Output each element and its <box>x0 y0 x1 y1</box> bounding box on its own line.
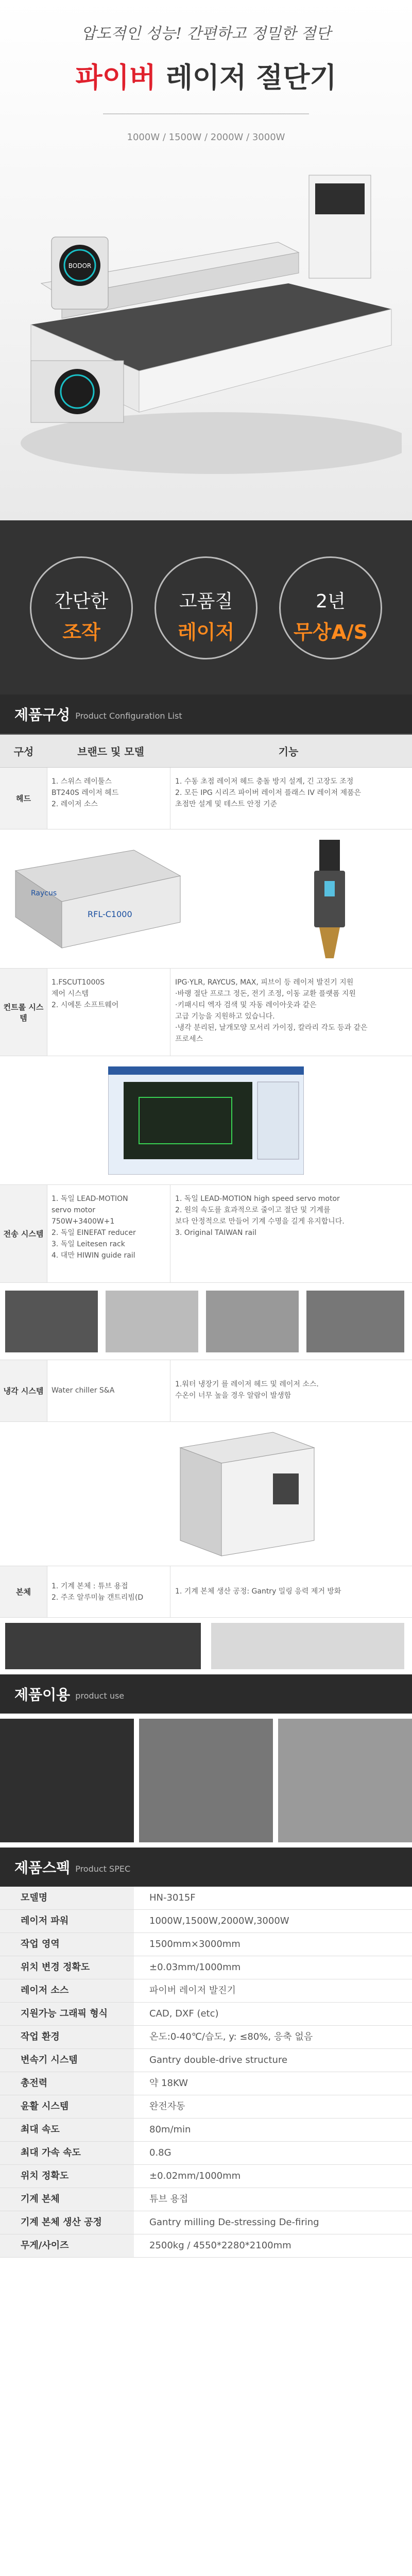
guide-rail-image <box>306 1291 404 1352</box>
spec-value: 1000W,1500W,2000W,3000W <box>149 1916 289 1926</box>
spec-key: 변속기 시스템 <box>0 2049 134 2072</box>
spec-row <box>0 2142 412 2165</box>
spec-key: 최대 가속 속도 <box>0 2142 134 2164</box>
row-label: 컨트롤 시스템 <box>0 969 47 1056</box>
config-section <box>0 694 412 1674</box>
use-image-1 <box>0 1719 134 1842</box>
row-brand: 1. 독일 LEAD-MOTION servo motor 750W+3400W+1 2. 독일 EINEFAT reducer 3. 독일 Leitesen rack 4. 대만 HIWIN guide rail <box>52 1195 136 1260</box>
use-header <box>0 1674 412 1714</box>
hero-powers: 1000W / 1500W / 2000W / 3000W <box>127 132 285 143</box>
row-label: 본체 <box>0 1566 47 1617</box>
spec-value: 1500mm×3000mm <box>149 1939 241 1950</box>
use-title: 제품이용 <box>14 1686 71 1703</box>
config-row-cooling <box>0 1360 412 1422</box>
config-body-images <box>0 1618 412 1674</box>
use-image-3 <box>278 1719 412 1842</box>
rack-image <box>106 1291 198 1352</box>
spec-value: 약 18KW <box>149 2078 188 2089</box>
row-brand: 1. 스위스 레이툴스 BT240S 레이저 헤드 2. 레이저 소스 <box>52 777 119 808</box>
row-label: 전송 시스템 <box>0 1185 47 1282</box>
spec-section <box>0 1848 412 2258</box>
row-label: 헤드 <box>0 768 47 829</box>
machine-body-image <box>5 1623 201 1669</box>
use-section <box>0 1674 412 1848</box>
spec-row <box>0 1979 412 2003</box>
hero-title-red: 파이버 <box>75 61 156 94</box>
spec-key: 지원가능 그래픽 형식 <box>0 2003 134 2025</box>
hero-tagline: 압도적인 성능! 간편하고 정밀한 절단 <box>81 25 331 43</box>
spec-key: 윤활 시스템 <box>0 2095 134 2118</box>
source-brand: Raycus <box>31 889 57 897</box>
spec-row <box>0 2003 412 2026</box>
config-row-control <box>0 969 412 1056</box>
config-chiller-image-row <box>0 1422 412 1566</box>
spec-value: 0.8G <box>149 2147 171 2158</box>
spec-value: CAD, DXF (etc) <box>149 2008 219 2019</box>
use-image-2 <box>139 1719 273 1842</box>
hero-section <box>0 0 412 520</box>
spec-row <box>0 1887 412 1910</box>
col-type: 구성 <box>13 745 34 758</box>
spec-row <box>0 2234 412 2258</box>
row-func: 1.워터 냉장기 를 레이저 헤드 및 레이저 소스. 수온이 너무 높을 경우 알람이 발생함 <box>175 1380 319 1400</box>
config-row-body <box>0 1566 412 1618</box>
spec-row <box>0 2026 412 2049</box>
spec-key: 모델명 <box>0 1887 134 1909</box>
spec-title: 제품스펙 <box>14 1859 71 1876</box>
spec-value: HN-3015F <box>149 1892 196 1903</box>
config-header <box>0 694 412 734</box>
config-images-head <box>0 829 412 969</box>
spec-row <box>0 2165 412 2188</box>
spec-value: Gantry double-drive structure <box>149 2055 288 2065</box>
feature-easy-operation <box>30 556 133 659</box>
hero-divider <box>103 113 309 114</box>
feature-line2: 조작 <box>62 621 100 643</box>
spec-subtitle: Product SPEC <box>75 1863 131 1874</box>
hero-title-rest: 레이저 절단기 <box>156 61 337 94</box>
spec-key: 위치 변경 정확도 <box>0 1956 134 1979</box>
row-label: 냉각 시스템 <box>0 1360 47 1421</box>
machine-logo: BODOR <box>68 262 92 269</box>
col-brand: 브랜드 및 모델 <box>77 745 144 758</box>
row-func: IPG·YLR, RAYCUS, MAX, 피브이 등 레이저 발진기 지원 ·바랭 절단 프로그 정돈, 전기 조정, 이동 교환 플랫폼 지원 ·키패시티 엑자 검색 및 자동 레이아웃과 같은 고급 기능을 지원하고 있습니다. ·냉각 분리된, 날개모양 모서리 가이징, 칼라리 각도 등과 같은 프로세스 <box>175 978 368 1043</box>
features-section <box>0 520 412 694</box>
spec-key: 레이저 파워 <box>0 1910 134 1933</box>
spec-row <box>0 1956 412 1979</box>
feature-line1: 2년 <box>316 591 346 612</box>
config-title: 제품구성 <box>14 706 71 723</box>
spec-key: 위치 정확도 <box>0 2165 134 2188</box>
spec-key: 총전력 <box>0 2072 134 2095</box>
spec-row <box>0 1910 412 1933</box>
feature-high-quality <box>154 556 258 659</box>
spec-value: 2500kg / 4550*2280*2100mm <box>149 2240 291 2251</box>
spec-value: 완전자동 <box>149 2101 185 2112</box>
spec-row <box>0 2095 412 2119</box>
spec-key: 기계 본체 <box>0 2188 134 2211</box>
spec-row <box>0 2072 412 2095</box>
feature-line2: 무상A/S <box>293 621 368 643</box>
spec-key: 무게/사이즈 <box>0 2234 134 2257</box>
laser-machine-image <box>10 155 402 510</box>
water-chiller-image <box>170 1427 324 1561</box>
laser-source-image <box>10 840 185 953</box>
config-row-transmission <box>0 1185 412 1283</box>
config-table-header <box>0 734 412 768</box>
use-subtitle: product use <box>75 1690 125 1701</box>
row-func: 1. 독일 LEAD-MOTION high speed servo motor 2. 원의 속도를 효과적으로 줄이고 절단 및 기계를 보다 안정적으로 만들어 기계 수명을 길게 유지합니다. 3. Original TAIWAN rail <box>175 1195 345 1237</box>
laser-head-image <box>288 835 371 963</box>
source-model: RFL-C1000 <box>88 909 132 919</box>
spec-value: 온도:0-40℃/습도, y: ≤80%, 응축 없음 <box>149 2031 313 2042</box>
spec-key: 레이저 소스 <box>0 1979 134 2002</box>
feature-line1: 고품질 <box>179 591 233 612</box>
feature-warranty <box>279 556 382 659</box>
use-gallery <box>0 1714 412 1848</box>
row-func: 1. 기계 본체 생산 공정: Gantry 밀링 응력 제거 방화 <box>175 1587 341 1596</box>
spec-header <box>0 1848 412 1887</box>
servo-motor-image <box>5 1291 98 1352</box>
spec-key: 최대 속도 <box>0 2119 134 2141</box>
feature-line2: 레이저 <box>177 621 235 643</box>
row-brand: Water chiller S&A <box>52 1386 115 1395</box>
spec-value: ±0.03mm/1000mm <box>149 1962 241 1973</box>
spec-row <box>0 2049 412 2072</box>
row-brand: 1. 기계 본체 : 튜브 용접 2. 주조 알루미늄 갠트리빔(D <box>52 1582 144 1602</box>
software-screenshot-image <box>108 1066 304 1175</box>
col-func: 기능 <box>278 745 299 758</box>
spec-key: 작업 영역 <box>0 1933 134 1956</box>
spec-value: 80m/min <box>149 2124 191 2135</box>
hero-title <box>0 56 412 95</box>
spec-row <box>0 2119 412 2142</box>
config-parts-images <box>0 1283 412 1360</box>
config-software-screenshot <box>0 1056 412 1185</box>
spec-value: ±0.02mm/1000mm <box>149 2171 241 2181</box>
spec-key: 기계 본체 생산 공정 <box>0 2211 134 2234</box>
spec-row <box>0 2211 412 2234</box>
row-func: 1. 수동 초점 레이저 헤드 충돌 방지 설계, 긴 고장도 조정 2. 모든 IPG 시리즈 파이버 레이저 플래스 IV 레이저 제품은 초점만 설계 및 테스트 안정 기준 <box>175 777 362 808</box>
feature-line1: 간단한 <box>54 591 109 612</box>
spec-value: 튜브 용접 <box>149 2194 188 2205</box>
spec-value: Gantry milling De-stressing De-firing <box>149 2217 319 2228</box>
spec-row <box>0 2188 412 2211</box>
spec-table <box>0 1887 412 2258</box>
spec-key: 작업 환경 <box>0 2026 134 2048</box>
reducer-image <box>206 1291 299 1352</box>
config-row-head <box>0 768 412 829</box>
gantry-beam-image <box>211 1623 404 1669</box>
spec-value: 파이버 레이저 발진기 <box>149 1985 236 1996</box>
row-brand: 1.FSCUT1000S 제어 시스템 2. 시에톤 소프트웨어 <box>52 978 119 1009</box>
config-subtitle: Product Configuration List <box>75 710 182 721</box>
spec-row <box>0 1933 412 1956</box>
